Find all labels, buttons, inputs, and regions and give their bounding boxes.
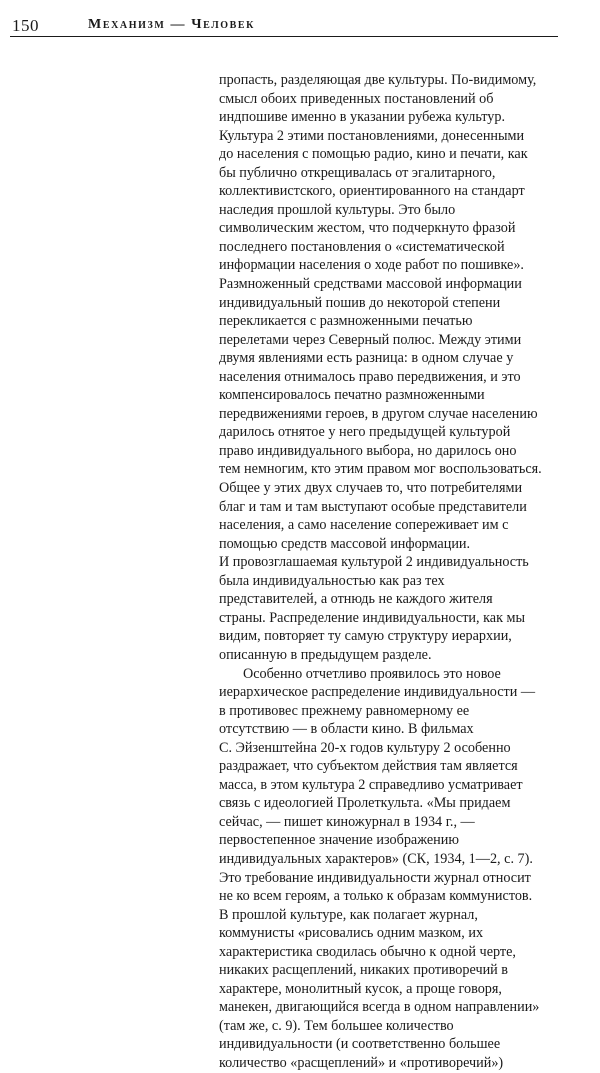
text-line: благ и там и там выступают особые представители	[219, 498, 527, 515]
text-line: была индивидуальностью как раз тех	[219, 572, 445, 589]
text-line: И провозглашаемая культурой 2 индивидуальность	[219, 554, 529, 571]
text-line: до населения с помощью радио, кино и печати, как	[219, 146, 528, 163]
text-line: не ко всем героям, а только к образам коммунистов.	[219, 888, 533, 905]
text-line: населения, а само население сопереживает им с	[219, 517, 509, 534]
text-line: символическим жестом, что подчеркнуто фразой	[219, 220, 516, 237]
text-line: информации населения о ходе работ по пошивке».	[219, 257, 524, 274]
text-line: населения отнималось право передвижения, и это	[219, 368, 521, 385]
text-line: Это требование индивидуальности журнал относит	[219, 869, 531, 886]
text-line: видим, повторяет ту самую структуру иерархии,	[219, 628, 512, 645]
text-line: раздражает, что субъектом действия там является	[219, 758, 518, 775]
text-line: перелетами через Северный полюс. Между этими	[219, 331, 522, 348]
text-line: перекликается с размноженными печатью	[219, 313, 473, 330]
text-line: никаких расщеплений, никаких противоречий в	[219, 962, 509, 979]
text-line: смысл обоих приведенных постановлений об	[219, 90, 494, 107]
text-line: тем немногим, кто этим правом мог воспользоваться.	[219, 461, 542, 478]
text-line: представителей, а отнюдь не каждого жителя	[219, 591, 493, 608]
text-line: бы публично открещивалась от эгалитарного,	[219, 164, 496, 181]
text-line: индивидуальных характеров» (СК, 1934, 1—2, с. 7).	[219, 850, 533, 867]
text-line: (там же, с. 9). Тем большее количество	[219, 1017, 454, 1034]
text-line: характеристика сводилась обычно к одной черте,	[219, 943, 516, 960]
text-line: дарилось отнятое у него предыдущей культурой	[219, 424, 511, 441]
main-text-column	[219, 71, 559, 1073]
text-line: отсутствию — в области кино. В фильмах	[219, 721, 474, 738]
text-line: индивидуальный пошив до некоторой степени	[219, 294, 501, 311]
text-line: масса, в этом культура 2 справедливо усматривает	[219, 776, 523, 793]
text-line: характере, монолитный кусок, а проще говоря,	[219, 980, 502, 997]
running-head	[10, 14, 558, 37]
text-line: В прошлой культуре, как полагает журнал,	[219, 906, 478, 923]
text-line: Размноженный средствами массовой информации	[219, 276, 522, 293]
text-line: компенсировалось печатно размноженными	[219, 387, 485, 404]
text-line: пропасть, разделяющая две культуры. По-видимому,	[219, 72, 537, 88]
text-line: первостепенное значение изображению	[219, 832, 459, 849]
text-line: количество «расщеплений» и «противоречий»)	[219, 1054, 504, 1071]
text-line: наследия прошлой культуры. Это было	[219, 201, 456, 218]
text-line: право индивидуального выбора, но дарилось оно	[219, 442, 517, 459]
text-line: в противовес прежнему равномерному ее	[219, 702, 470, 719]
text-line: иерархическое распределение индивидуальности —	[219, 684, 536, 701]
text-line: Общее у этих двух случаев то, что потребителями	[219, 480, 523, 497]
text-line: двумя явлениями есть разница: в одном случае у	[219, 350, 514, 367]
text-line: манекен, двигающийся всегда в одном направлении»	[219, 999, 540, 1016]
text-line: связь с идеологией Пролеткульта. «Мы придаем	[219, 795, 511, 812]
text-line: индивидуальности (и соответственно большее	[219, 1036, 501, 1053]
text-line: С. Эйзенштейна 20-х годов культуру 2 особенно	[219, 739, 511, 756]
text-line: коммунисты «рисовались одним мазком, их	[219, 925, 484, 942]
text-line: помощью средств массовой информации.	[219, 535, 471, 552]
text-line: сейчас, — пишет киножурнал в 1934 г., —	[219, 813, 475, 830]
running-head-title: Механизм — Человек	[88, 17, 256, 32]
text-line: страны. Распределение индивидуальности, как мы	[219, 609, 526, 626]
page-number: 150	[12, 16, 39, 35]
text-line: Культура 2 этими постановлениями, донесенными	[219, 127, 525, 144]
text-line: последнего постановления о «систематической	[219, 238, 505, 255]
text-line: коллективистского, ориентированного на стандарт	[219, 183, 525, 200]
paragraph-first-line: Особенно отчетливо проявилось это новое	[243, 665, 501, 682]
text-line: описанную в предыдущем разделе.	[219, 646, 432, 663]
text-line: передвижениями героев, в другом случае населению	[219, 405, 538, 422]
text-line: индпошиве именно в указании рубежа культур.	[219, 109, 506, 126]
